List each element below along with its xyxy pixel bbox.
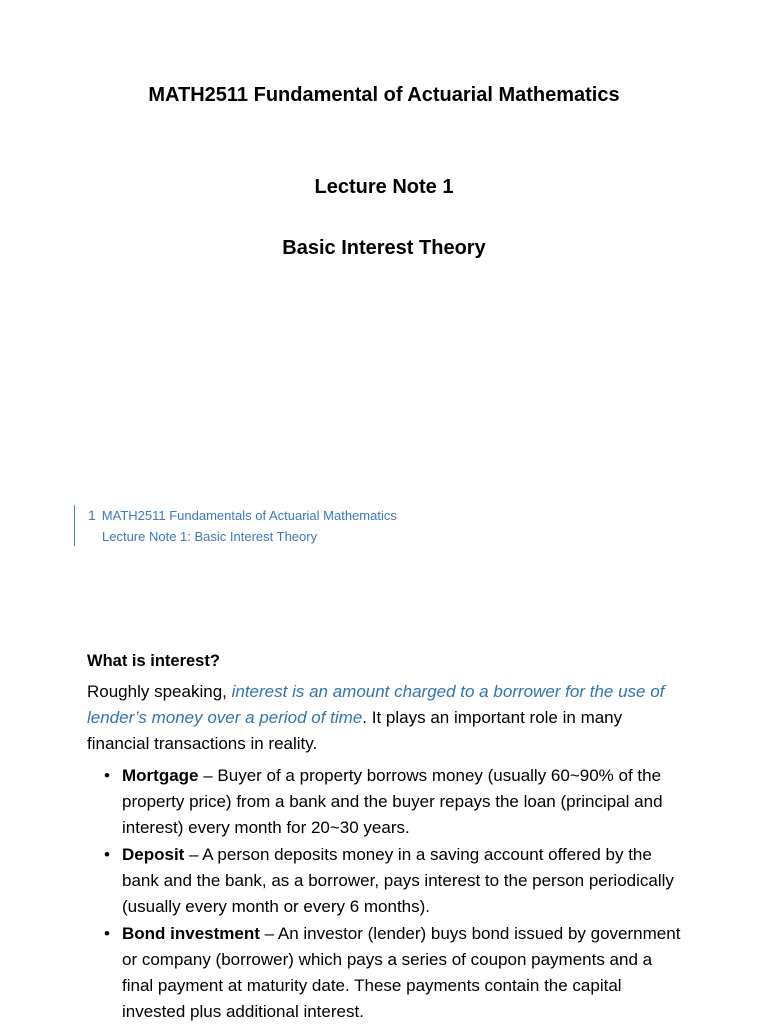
intro-prefix: Roughly speaking, [87,682,232,701]
list-item [87,921,687,1025]
bullet-text: – Buyer of a property borrows money (usually 60~90% of the property price) from a bank and the buyer repays the loan (principal and interest) every month for 20~30 years. [122,766,663,837]
bullet-text: – An investor (lender) buys bond issued by government or company (borrower) which pays a series of coupon payments and a final payment at maturity date. These payments contain the capital invested plus additional interest. [122,924,681,1021]
bullet-icon: • [104,924,110,943]
bullet-icon: • [104,766,110,785]
page-number: 1 [88,507,96,523]
lecture-topic: Basic Interest Theory [282,237,486,259]
list-item [87,763,687,841]
interest-definition: interest is an amount charged to a borrower for the use of lender’s money over a period of time [87,682,665,727]
bullet-term: Bond investment [122,924,260,943]
list-item [87,842,687,920]
bullet-text: – A person deposits money in a saving account offered by the bank and the bank, as a borrower, pays interest to the person periodically (usually every month or every 6 months). [122,845,674,916]
lecture-label: Lecture Note 1 [314,176,454,198]
section-heading: What is interest? [87,652,220,670]
running-header [74,505,397,546]
bullet-term: Mortgage [122,766,199,785]
bullet-icon: • [104,845,110,864]
course-title: MATH2511 Fundamental of Actuarial Mathematics [148,84,620,106]
intro-paragraph [87,679,687,757]
examples-list [87,763,687,1025]
header-line-2: Lecture Note 1: Basic Interest Theory [102,529,318,544]
bullet-term: Deposit [122,845,185,864]
header-line-1: MATH2511 Fundamentals of Actuarial Mathematics [101,508,397,523]
lecture-content [87,648,687,1026]
intro-suffix: . It plays an important role in many financial transactions in reality. [87,708,623,753]
